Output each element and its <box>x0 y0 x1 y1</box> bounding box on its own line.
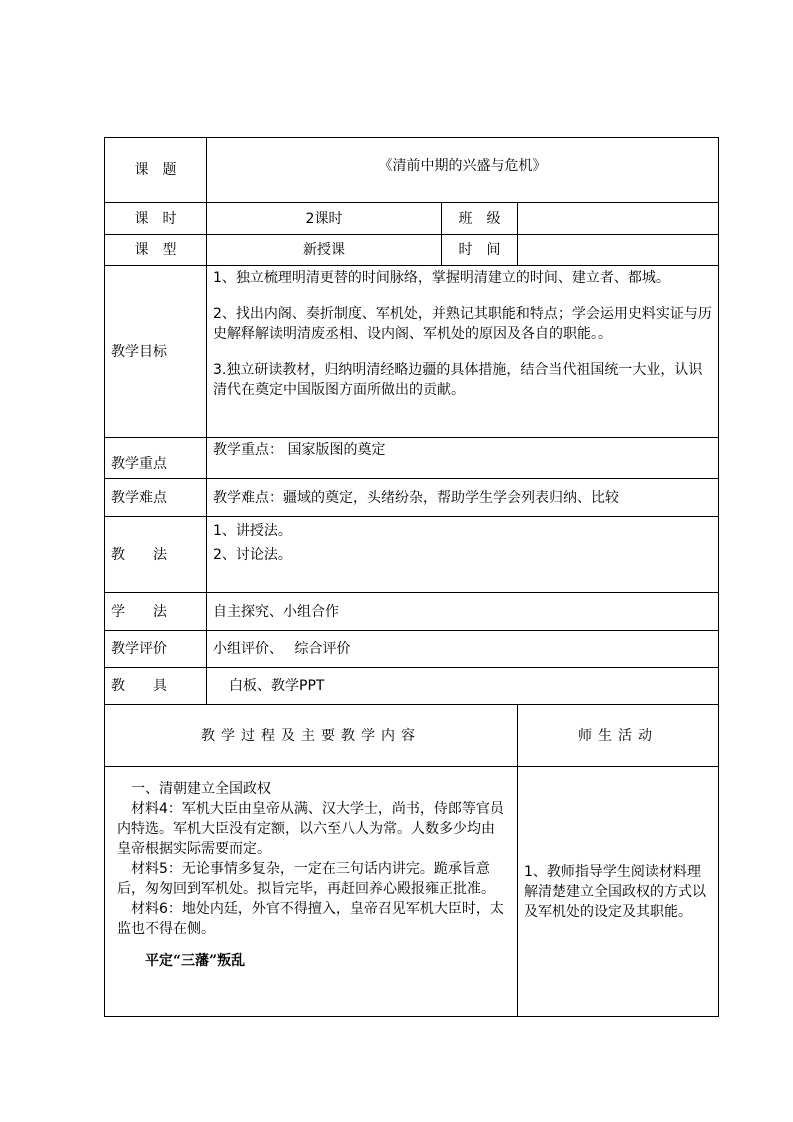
focus-value: 教学重点： 国家版图的奠定 <box>207 438 719 479</box>
hours-label: 课 时 <box>105 203 207 235</box>
row-type <box>105 235 719 266</box>
difficulty-value: 教学难点：疆域的奠定，头绪纷杂，帮助学生学会列表归纳、比较 <box>207 479 719 517</box>
process-header-side: 师生活动 <box>518 705 719 767</box>
lesson-plan-table <box>104 137 719 1017</box>
goal-item: 2、找出内阁、奏折制度、军机处，并熟记其职能和特点；学会运用史料实证与历史解释解读明清废丞相、设内阁、军机处的原因及各自的职能。。 <box>213 306 712 342</box>
activity-content: 1、教师指导学生阅读材料理解清楚建立全国政权的方式以及军机处的设定及其职能。 <box>518 767 719 1017</box>
hours-value: 2课时 <box>207 203 442 235</box>
row-process-header <box>105 705 719 767</box>
teaching-method-label: 教 法 <box>105 517 207 593</box>
row-hours <box>105 203 719 235</box>
row-learning-method <box>105 593 719 631</box>
row-tools <box>105 668 719 705</box>
learning-method-label: 学 法 <box>105 593 207 631</box>
row-teaching-method <box>105 517 719 593</box>
tools-label: 教 具 <box>105 668 207 705</box>
focus-label: 教学重点 <box>105 438 207 479</box>
process-content <box>105 767 518 1017</box>
evaluation-label: 教学评价 <box>105 631 207 668</box>
method-item: 1、讲授法。 <box>213 523 292 539</box>
class-value <box>518 203 719 235</box>
row-process <box>105 767 719 1017</box>
row-difficulty <box>105 479 719 517</box>
row-goals <box>105 266 719 438</box>
type-label: 课 型 <box>105 235 207 266</box>
type-value: 新授课 <box>207 235 442 266</box>
difficulty-label: 教学难点 <box>105 479 207 517</box>
class-label: 班 级 <box>442 203 518 235</box>
goal-item: 1、独立梳理明清更替的时间脉络，掌握明清建立的时间、建立者、都城。 <box>213 270 670 286</box>
tools-value: 白板、教学PPT <box>207 668 719 705</box>
teaching-method-list <box>207 517 719 593</box>
row-focus <box>105 438 719 479</box>
topic-value: 《清前中期的兴盛与危机》 <box>207 138 719 203</box>
process-header-main: 教学过程及主要教学内容 <box>105 705 518 767</box>
process-section-title: 一、清朝建立全国政权 <box>131 781 271 797</box>
goals-label: 教学目标 <box>105 266 207 438</box>
time-value <box>518 235 719 266</box>
learning-method-value: 自主探究、小组合作 <box>207 593 719 631</box>
evaluation-value: 小组评价、 综合评价 <box>207 631 719 668</box>
material-4: 材料4：军机大臣由皇帝从满、汉大学士，尚书，侍郎等官员内特选。军机大臣没有定额，以六至八人为常。人数多少均由皇帝根据实际需要而定。 <box>117 801 504 857</box>
material-6: 材料6：地处内廷，外官不得擅入，皇帝召见军机大臣时，太监也不得在侧。 <box>117 901 504 937</box>
goal-item: 3.独立研读教材，归纳明清经略边疆的具体措施，结合当代祖国统一大业，认识清代在奠定中国版图方面所做出的贡献。 <box>213 362 703 398</box>
topic-label: 课 题 <box>105 138 207 203</box>
material-5: 材料5：无论事情多复杂，一定在三句话内讲完。跪承旨意后，匆匆回到军机处。拟旨完毕，再赶回养心殿报雍正批准。 <box>117 861 495 897</box>
row-topic <box>105 138 719 203</box>
goals-content <box>207 266 719 438</box>
process-subheading: 平定“三藩”叛乱 <box>145 953 246 969</box>
time-label: 时 间 <box>442 235 518 266</box>
row-evaluation <box>105 631 719 668</box>
method-item: 2、讨论法。 <box>213 547 292 563</box>
